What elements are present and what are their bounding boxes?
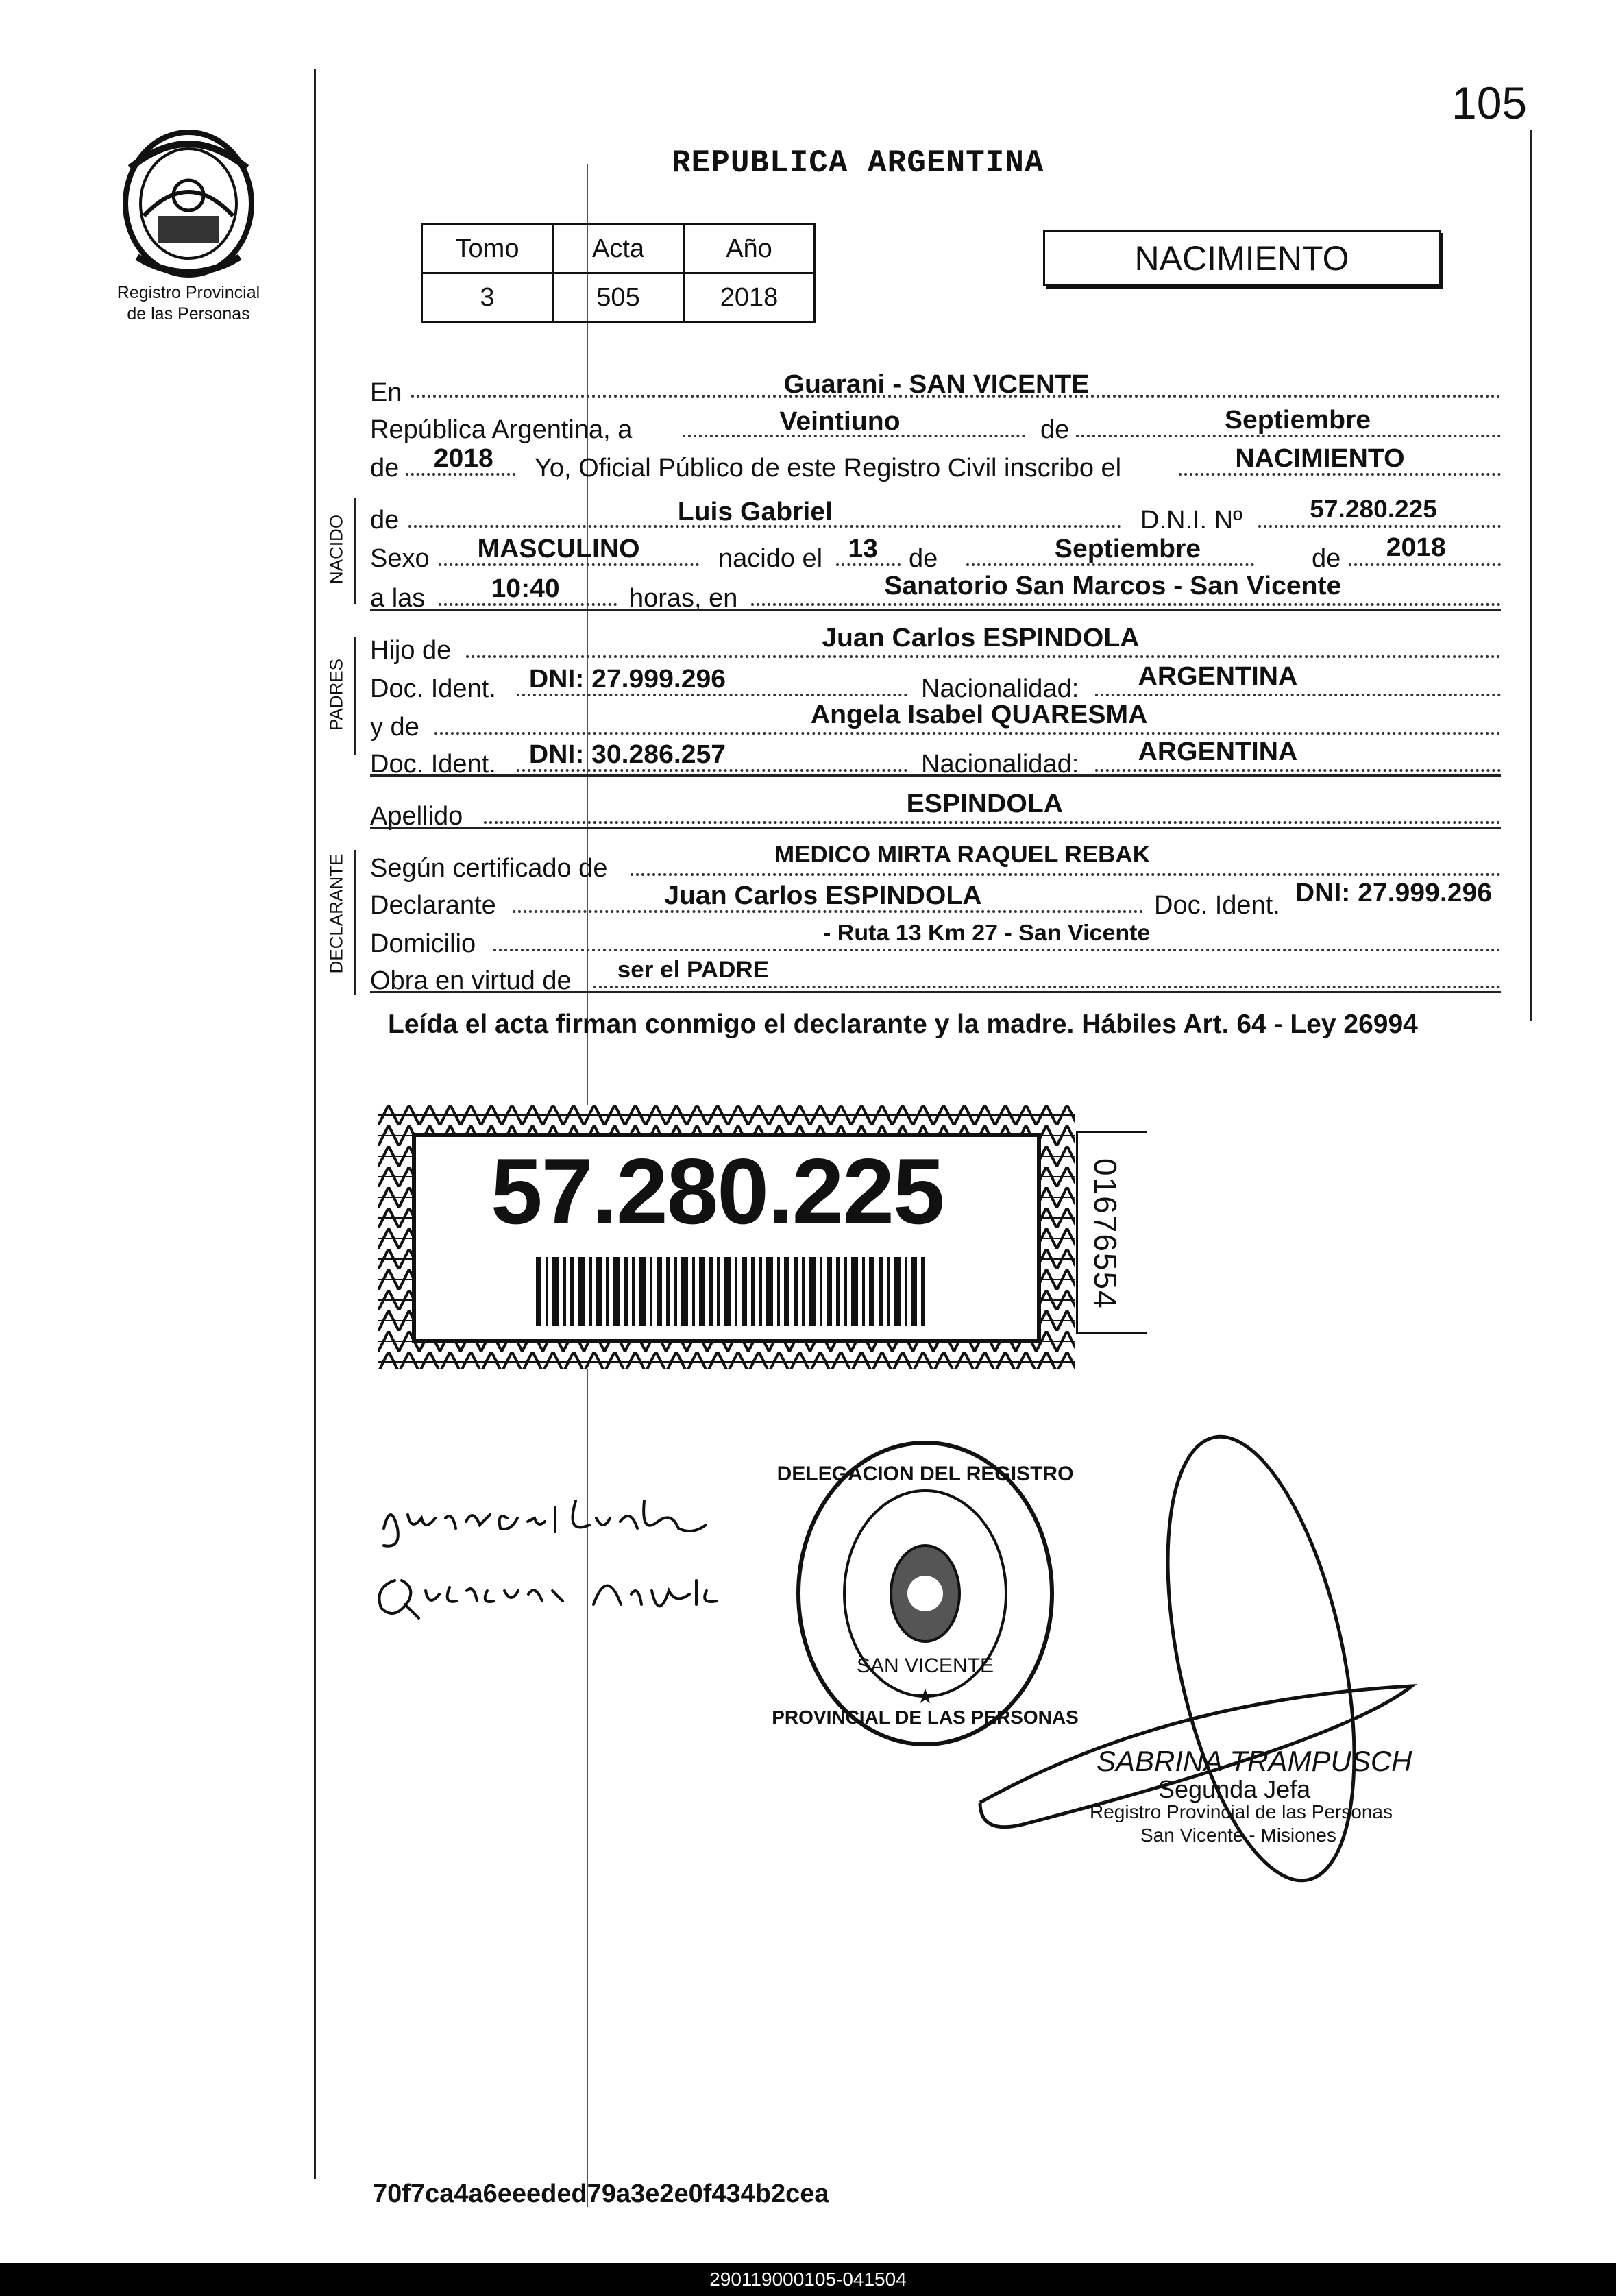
apellido-section-rule: [370, 827, 1501, 829]
doc2-label: Doc. Ident.: [370, 750, 496, 779]
domicilio-label: Domicilio: [370, 929, 476, 958]
section-label-declarante: DECLARANTE: [326, 853, 347, 974]
dia-value: Veintiuno: [779, 407, 901, 436]
declarante-value: Juan Carlos ESPINDOLA: [664, 881, 982, 910]
nombre-value: Luis Gabriel: [677, 498, 833, 526]
padres-bracket: [354, 637, 356, 755]
nac-mes-value: Septiembre: [1054, 535, 1201, 563]
doc-label: Doc. Ident.: [370, 674, 496, 703]
record-table-values: [422, 273, 815, 322]
value-anio: 2018: [684, 273, 815, 322]
svg-text:DELEGACION DEL REGISTRO: DELEGACION DEL REGISTRO: [776, 1463, 1074, 1485]
lugar-dotted-line: [751, 603, 1501, 606]
madre-nac-dotted-line: [1095, 769, 1501, 772]
padre-nac-value: ARGENTINA: [1138, 662, 1298, 691]
hora-value: 10:40: [491, 574, 560, 603]
official-signature: [959, 1439, 1439, 1919]
de2-label: de: [370, 454, 400, 483]
sexo-label: Sexo: [370, 544, 430, 573]
padre-value: Juan Carlos ESPINDOLA: [822, 624, 1140, 652]
dni-dotted-line: [1258, 525, 1501, 528]
header-tomo: Tomo: [422, 225, 553, 273]
value-tomo: 3: [422, 273, 553, 322]
nac-dia-value: 13: [848, 535, 878, 563]
apellido-label: Apellido: [370, 802, 463, 831]
lugar-value: Sanatorio San Marcos - San Vicente: [884, 572, 1342, 600]
legal-note: Leída el acta firman conmigo el declarante y la madre. Hábiles Art. 64 - Ley 26994: [388, 1010, 1418, 1039]
svg-text:★: ★: [916, 1685, 935, 1708]
alas-label: a las: [370, 584, 426, 613]
signature-mother: [367, 1553, 737, 1628]
page-number: 105: [1452, 77, 1528, 128]
country-title: REPUBLICA ARGENTINA: [672, 145, 1044, 181]
republica-label: República Argentina, a: [370, 415, 633, 444]
declarante-section-rule: [370, 991, 1501, 993]
padre-nac-dotted-line: [1095, 694, 1501, 696]
official-role: Segunda Jefa: [1158, 1775, 1311, 1803]
de3-label: de: [370, 506, 400, 535]
hijo-label: Hijo de: [370, 636, 452, 665]
nac-anio-dotted-line: [1349, 563, 1501, 566]
madre-nac-value: ARGENTINA: [1138, 737, 1298, 766]
mes-value: Septiembre: [1224, 406, 1371, 435]
de5-label: de: [1312, 544, 1341, 573]
header-anio: Año: [684, 225, 815, 273]
document-hash: 70f7ca4a6eeeded79a3e2e0f434b2cea: [373, 2179, 829, 2208]
footer-code-bar: 290119000105-041504: [0, 2263, 1616, 2296]
logo-caption-line1: Registro Provincial: [117, 283, 260, 302]
section-label-padres: PADRES: [326, 659, 347, 731]
declarante-label: Declarante: [370, 891, 496, 920]
certificado-label: Según certificado de: [370, 854, 608, 883]
domicilio-dotted-line: [493, 949, 1501, 951]
en-value: Guarani - SAN VICENTE: [783, 370, 1090, 399]
yo-label: Yo, Oficial Público de este Registro Civil inscribo el: [535, 454, 1122, 483]
apellido-dotted-line: [484, 821, 1501, 824]
sexo-value: MASCULINO: [477, 535, 640, 563]
domicilio-value: - Ruta 13 Km 27 - San Vicente: [823, 920, 1151, 945]
dni-value: 57.280.225: [1310, 495, 1437, 523]
padre-dotted-line: [466, 655, 1501, 658]
id-number-text: 57.280.225: [491, 1139, 944, 1243]
declarante-bracket: [354, 850, 356, 995]
en-label: En: [370, 378, 402, 407]
certificado-value: MEDICO MIRTA RAQUEL REBAK: [774, 842, 1151, 868]
record-type-box: NACIMIENTO: [1043, 230, 1441, 286]
logo-caption: [89, 282, 288, 325]
nacionalidad2-label: Nacionalidad:: [921, 750, 1079, 779]
dni-label: D.N.I. Nº: [1140, 506, 1242, 535]
record-table-header: [422, 225, 815, 273]
doc3-label: Doc. Ident.: [1154, 891, 1280, 920]
nac-anio-value: 2018: [1386, 533, 1446, 562]
apellido-value: ESPINDOLA: [906, 790, 1064, 818]
record-table: [421, 223, 816, 323]
provincial-seal-logo: [110, 127, 267, 284]
svg-text:PROVINCIAL DE LAS PERSONAS: PROVINCIAL DE LAS PERSONAS: [772, 1707, 1079, 1728]
obra-label: Obra en virtud de: [370, 966, 572, 995]
official-org-line2: San Vicente - Misiones: [1140, 1824, 1336, 1846]
official-name: SABRINA TRAMPUSCH: [1097, 1745, 1412, 1777]
madre-dotted-line: [434, 732, 1501, 735]
horas-label: horas, en: [629, 584, 738, 613]
padre-doc-value: DNI: 27.999.296: [528, 665, 726, 694]
logo-caption-line2: de las Personas: [127, 304, 250, 323]
serial-number: 01676554: [1088, 1158, 1123, 1310]
declarante-doc-value: DNI: 27.999.296: [1295, 879, 1493, 907]
nacido-label: nacido el: [718, 544, 823, 573]
nacido-section-rule: [370, 609, 1501, 611]
de4-label: de: [909, 544, 938, 573]
madre-value: Angela Isabel QUARESMA: [810, 700, 1148, 729]
header-acta: Acta: [553, 225, 684, 273]
value-acta: 505: [553, 273, 684, 322]
de-label: de: [1040, 415, 1070, 444]
right-margin-rule: [1530, 130, 1532, 1021]
nacionalidad-label: Nacionalidad:: [921, 674, 1079, 703]
padres-section-rule: [370, 774, 1501, 777]
svg-text:SAN VICENTE: SAN VICENTE: [856, 1654, 994, 1677]
obra-value: ser el PADRE: [617, 957, 770, 983]
left-margin-rule: [314, 69, 316, 2179]
official-org-line1: Registro Provincial de las Personas: [1090, 1801, 1393, 1822]
certificado-dotted-line: [631, 873, 1501, 876]
yde-label: y de: [370, 713, 419, 742]
madre-doc-value: DNI: 30.286.257: [528, 740, 726, 769]
nacido-bracket: [354, 498, 356, 604]
anio-value: 2018: [433, 444, 493, 473]
obra-dotted-line: [593, 986, 1501, 988]
acto-value: NACIMIENTO: [1235, 444, 1405, 473]
section-label-nacido: NACIDO: [326, 514, 347, 585]
signature-father: [370, 1480, 754, 1556]
